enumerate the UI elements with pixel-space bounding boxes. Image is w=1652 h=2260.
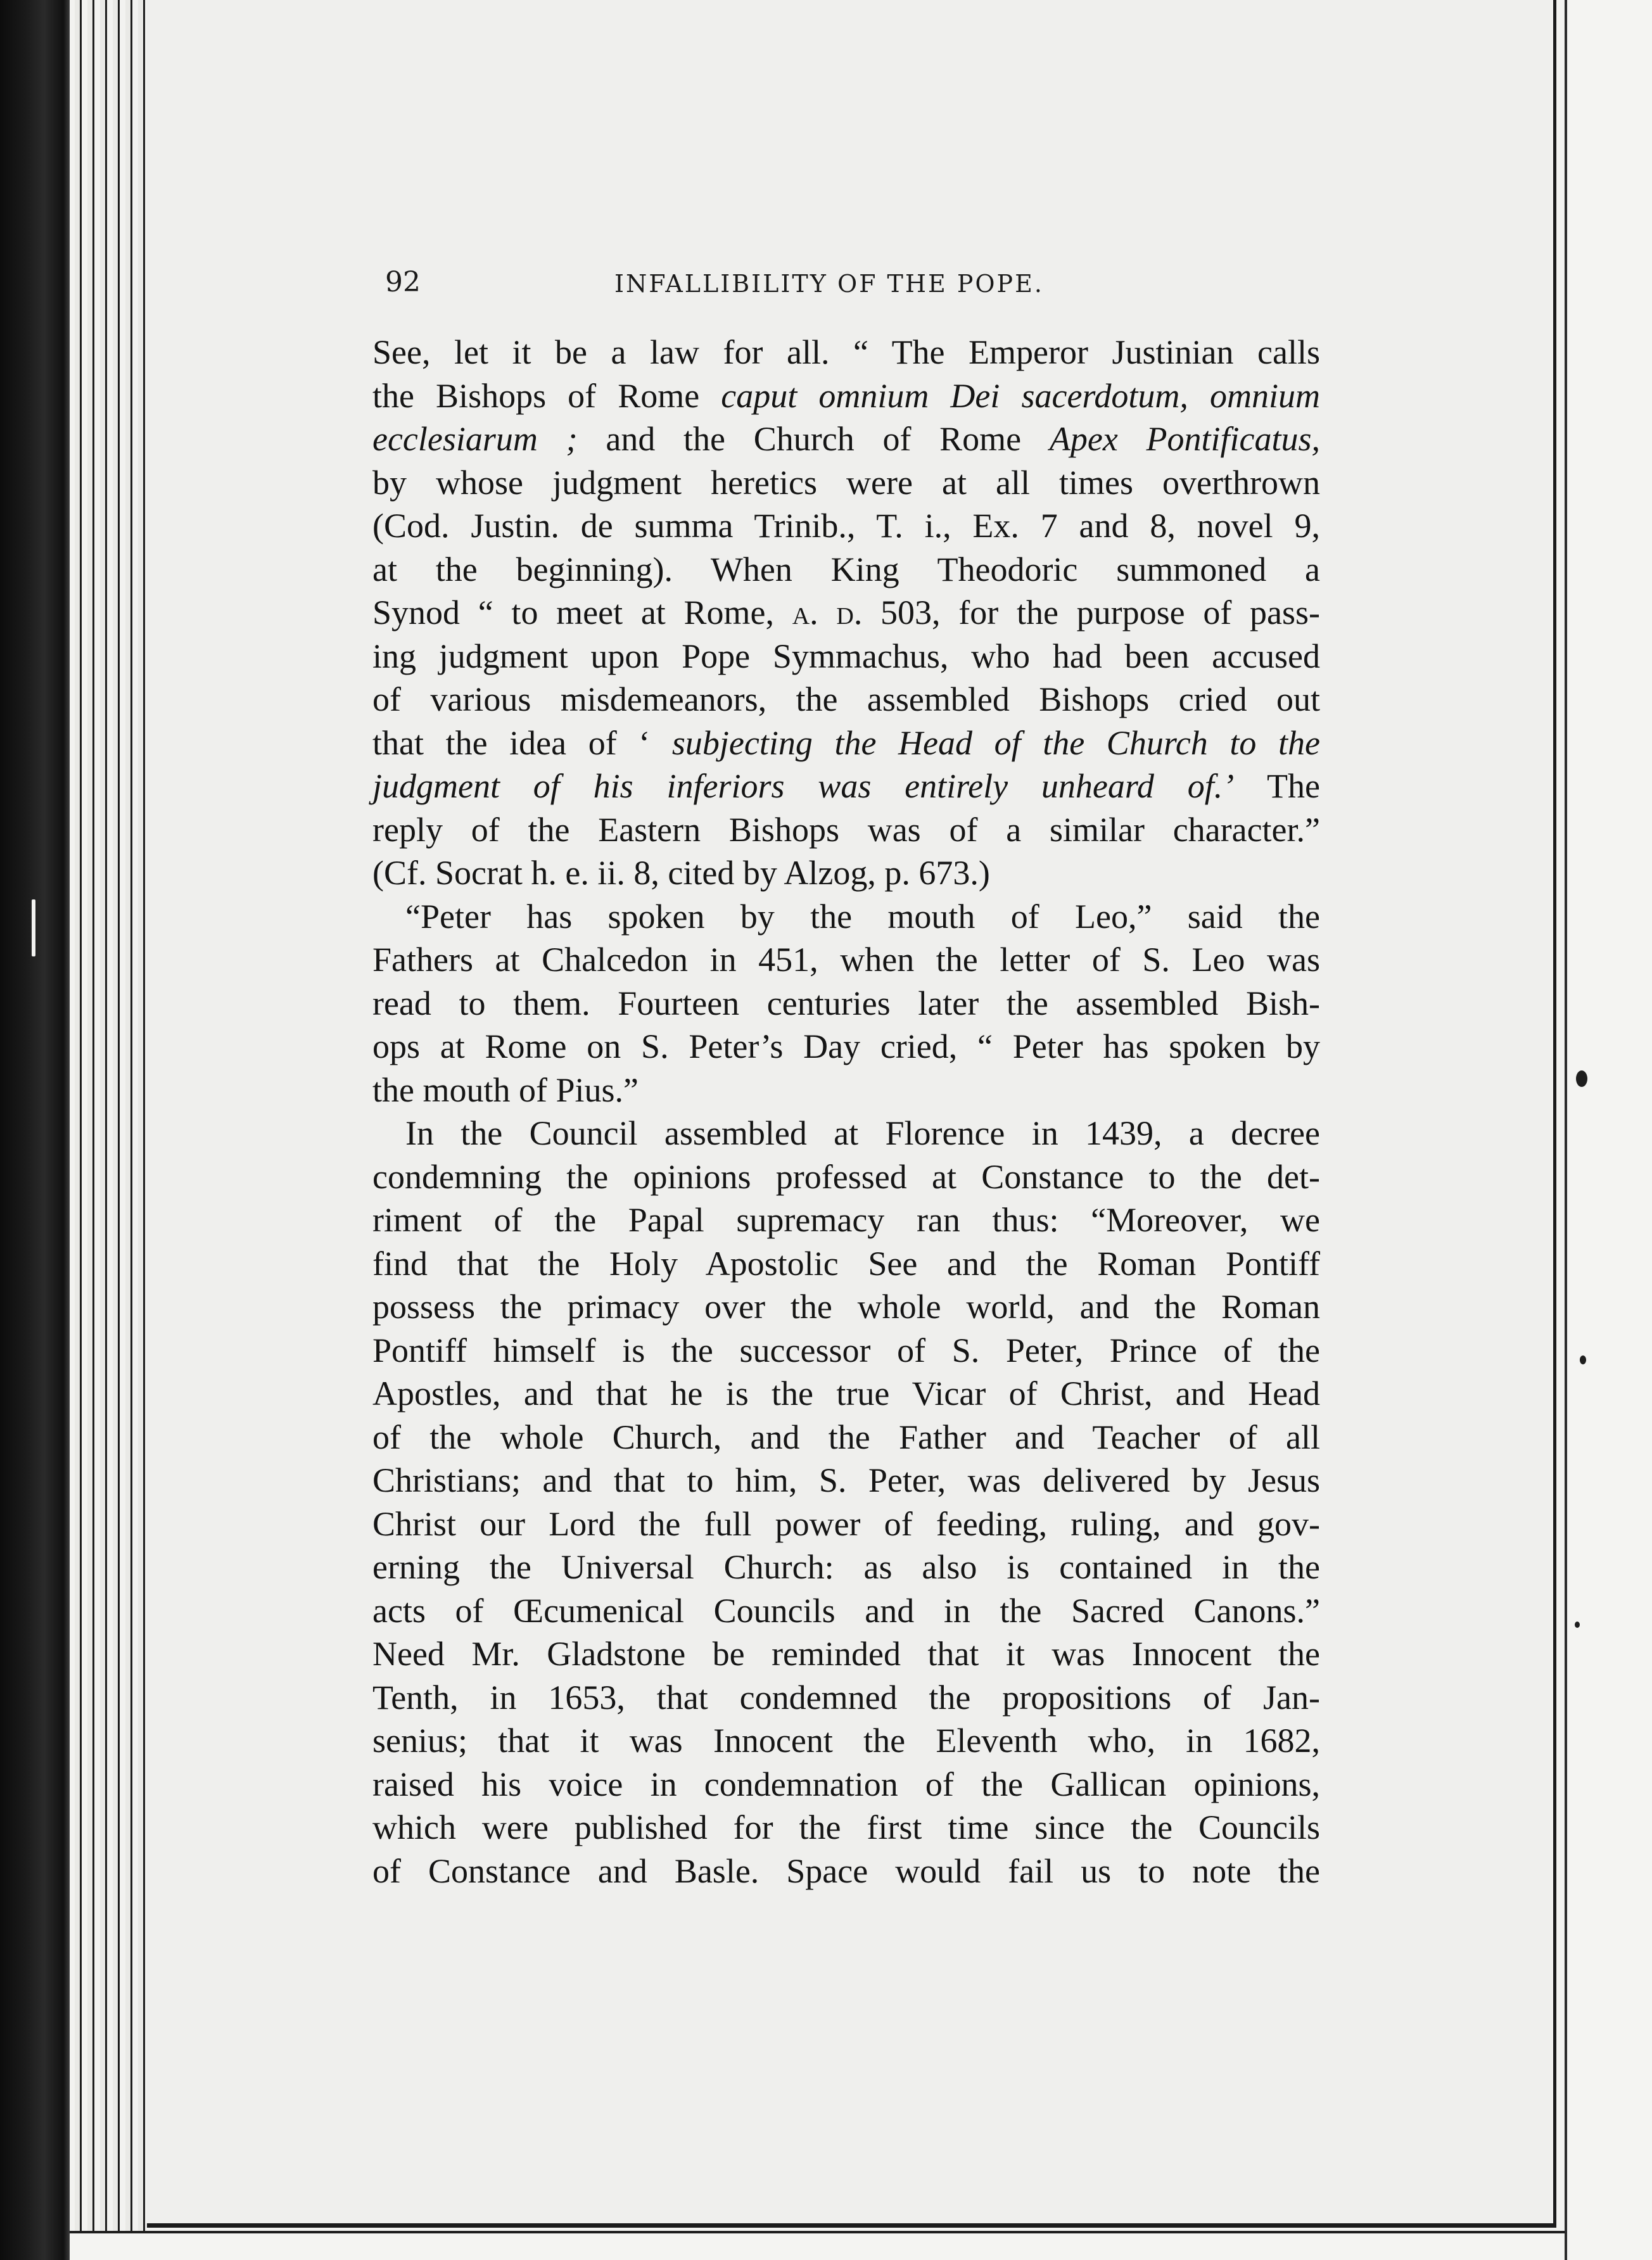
text-line <box>372 1589 1320 1633</box>
italic-text-segment: judgment of his inferiors was entirely unheard of.’ <box>372 767 1235 805</box>
text-segment: In the Council assembled at Florence in 1439, a decree <box>405 1114 1320 1152</box>
text-segment: “Peter has spoken by the mouth of Leo,” said the <box>405 897 1320 936</box>
book-binding-edge <box>0 0 70 2260</box>
text-segment: a. d. <box>792 594 863 632</box>
text-segment: ing judgment upon Pope Symmachus, who had been accused <box>372 637 1320 675</box>
text-segment: The <box>1234 767 1320 805</box>
text-segment: possess the primacy over the whole world, and the Roman <box>372 1288 1320 1326</box>
italic-text-segment: ecclesiarum ; <box>372 420 578 458</box>
text-segment: Pontiff himself is the successor of S. Peter, Prince of the <box>372 1331 1320 1369</box>
page-stack-edge <box>113 0 120 2238</box>
page-number: 92 <box>385 266 421 298</box>
text-line <box>372 417 1320 461</box>
text-line <box>372 808 1320 852</box>
text-line <box>372 982 1320 1025</box>
text-segment: Need Mr. Gladstone be reminded that it was Innocent the <box>372 1635 1320 1673</box>
text-segment: read to them. Fourteen centuries later the assembled Bish- <box>372 984 1320 1022</box>
text-segment: of the whole Church, and the Father and Teacher of all <box>372 1418 1320 1456</box>
page-header <box>385 266 1120 304</box>
text-segment: ops at Rome on S. Peter’s Day cried, “ Peter has spoken by <box>372 1027 1320 1065</box>
text-segment: Tenth, in 1653, that condemned the propositions of Jan- <box>372 1678 1320 1717</box>
text-line <box>372 1372 1320 1416</box>
text-line <box>372 1546 1320 1589</box>
scan-speck <box>1576 1070 1587 1087</box>
text-segment: senius; that it was Innocent the Eleventh who, in 1682, <box>372 1722 1320 1760</box>
text-segment: riment of the Papal supremacy ran thus: “Moreover, we <box>372 1201 1320 1239</box>
text-segment: raised his voice in condemnation of the Gallican opinions, <box>372 1765 1320 1803</box>
scan-speck <box>1580 1355 1586 1364</box>
text-segment: Apostles, and that he is the true Vicar of Christ, and Head <box>372 1374 1320 1412</box>
text-segment: Fathers at Chalcedon in 451, when the letter of S. Leo was <box>372 941 1320 979</box>
text-line <box>372 1069 1320 1112</box>
text-segment: (Cf. Socrat h. e. ii. 8, cited by Alzog, p. 673.) <box>372 854 990 892</box>
text-line <box>372 1242 1320 1286</box>
text-line <box>372 635 1320 678</box>
text-line <box>372 591 1320 635</box>
text-line <box>372 1502 1320 1546</box>
text-segment: which were published for the first time since the Councils <box>372 1808 1320 1846</box>
italic-text-segment: caput omnium Dei sacerdotum, omnium <box>721 376 1320 415</box>
text-segment: the mouth of Pius.” <box>372 1070 639 1109</box>
text-line <box>372 1155 1320 1199</box>
bottom-page-edge <box>70 2231 1565 2260</box>
text-line <box>372 1198 1320 1242</box>
text-segment: of various misdemeanors, the assembled Bishops cried out <box>372 680 1320 718</box>
italic-text-segment: Apex Pontificatus, <box>1049 420 1321 458</box>
text-segment: the Bishops of Rome <box>372 376 721 415</box>
scan-speck <box>1575 1622 1580 1628</box>
text-line <box>372 938 1320 982</box>
text-line <box>372 461 1320 505</box>
facing-page-edge <box>1565 0 1652 2260</box>
text-segment: by whose judgment heretics were at all times overthrown <box>372 463 1320 502</box>
text-line <box>372 1112 1320 1155</box>
text-line <box>372 1676 1320 1720</box>
text-line <box>372 1459 1320 1502</box>
text-segment: See, let it be a law for all. “ The Emperor Justinian calls <box>372 333 1320 371</box>
text-line <box>372 1285 1320 1329</box>
text-line <box>372 1329 1320 1373</box>
text-line <box>372 1850 1320 1893</box>
text-line <box>372 678 1320 721</box>
text-segment: 503, for the purpose of pass- <box>862 594 1320 632</box>
text-segment: that the idea of ‘ <box>372 723 672 762</box>
text-line <box>372 1632 1320 1676</box>
text-segment: at the beginning). When King Theodoric summoned a <box>372 550 1320 588</box>
text-line <box>372 504 1320 548</box>
text-line <box>372 851 1320 895</box>
text-segment: acts of Œcumenical Councils and in the Sacred Canons.” <box>372 1591 1320 1630</box>
text-line <box>372 1763 1320 1806</box>
text-line <box>372 548 1320 592</box>
page-stack-edge <box>87 0 94 2236</box>
page-stack-edge <box>138 0 145 2241</box>
text-line <box>372 1719 1320 1763</box>
text-segment: Synod “ to meet at Rome, <box>372 594 792 632</box>
text-segment: of Constance and Basle. Space would fail us to note the <box>372 1851 1320 1890</box>
scan-speck <box>32 899 35 956</box>
text-segment: Christ our Lord the full power of feeding, ruling, and gov- <box>372 1504 1320 1543</box>
text-line <box>372 331 1320 374</box>
text-line <box>372 1806 1320 1850</box>
text-line <box>372 374 1320 418</box>
text-line <box>372 721 1320 765</box>
running-title: INFALLIBILITY OF THE POPE. <box>614 270 1044 298</box>
text-line <box>372 1416 1320 1459</box>
italic-text-segment: subjecting the Head of the Church to the <box>671 723 1320 762</box>
text-segment: find that the Holy Apostolic See and the Roman Pontiff <box>372 1244 1320 1283</box>
page-stack-edge <box>100 0 107 2237</box>
text-segment: Christians; and that to him, S. Peter, was delivered by Jesus <box>372 1461 1320 1499</box>
page-stack-edge <box>75 0 82 2235</box>
text-segment: erning the Universal Church: as also is contained in the <box>372 1548 1320 1586</box>
body-text <box>372 331 1320 1893</box>
text-line <box>372 765 1320 808</box>
text-line <box>372 895 1320 939</box>
text-segment: condemning the opinions professed at Constance to the det- <box>372 1157 1320 1196</box>
text-segment: and the Church of Rome <box>577 420 1050 458</box>
text-segment: (Cod. Justin. de summa Trinib., T. i., Ex. 7 and 8, novel 9, <box>372 507 1320 545</box>
page-stack-edge <box>125 0 132 2240</box>
text-line <box>372 1025 1320 1069</box>
text-segment: reply of the Eastern Bishops was of a similar character.” <box>372 810 1320 849</box>
